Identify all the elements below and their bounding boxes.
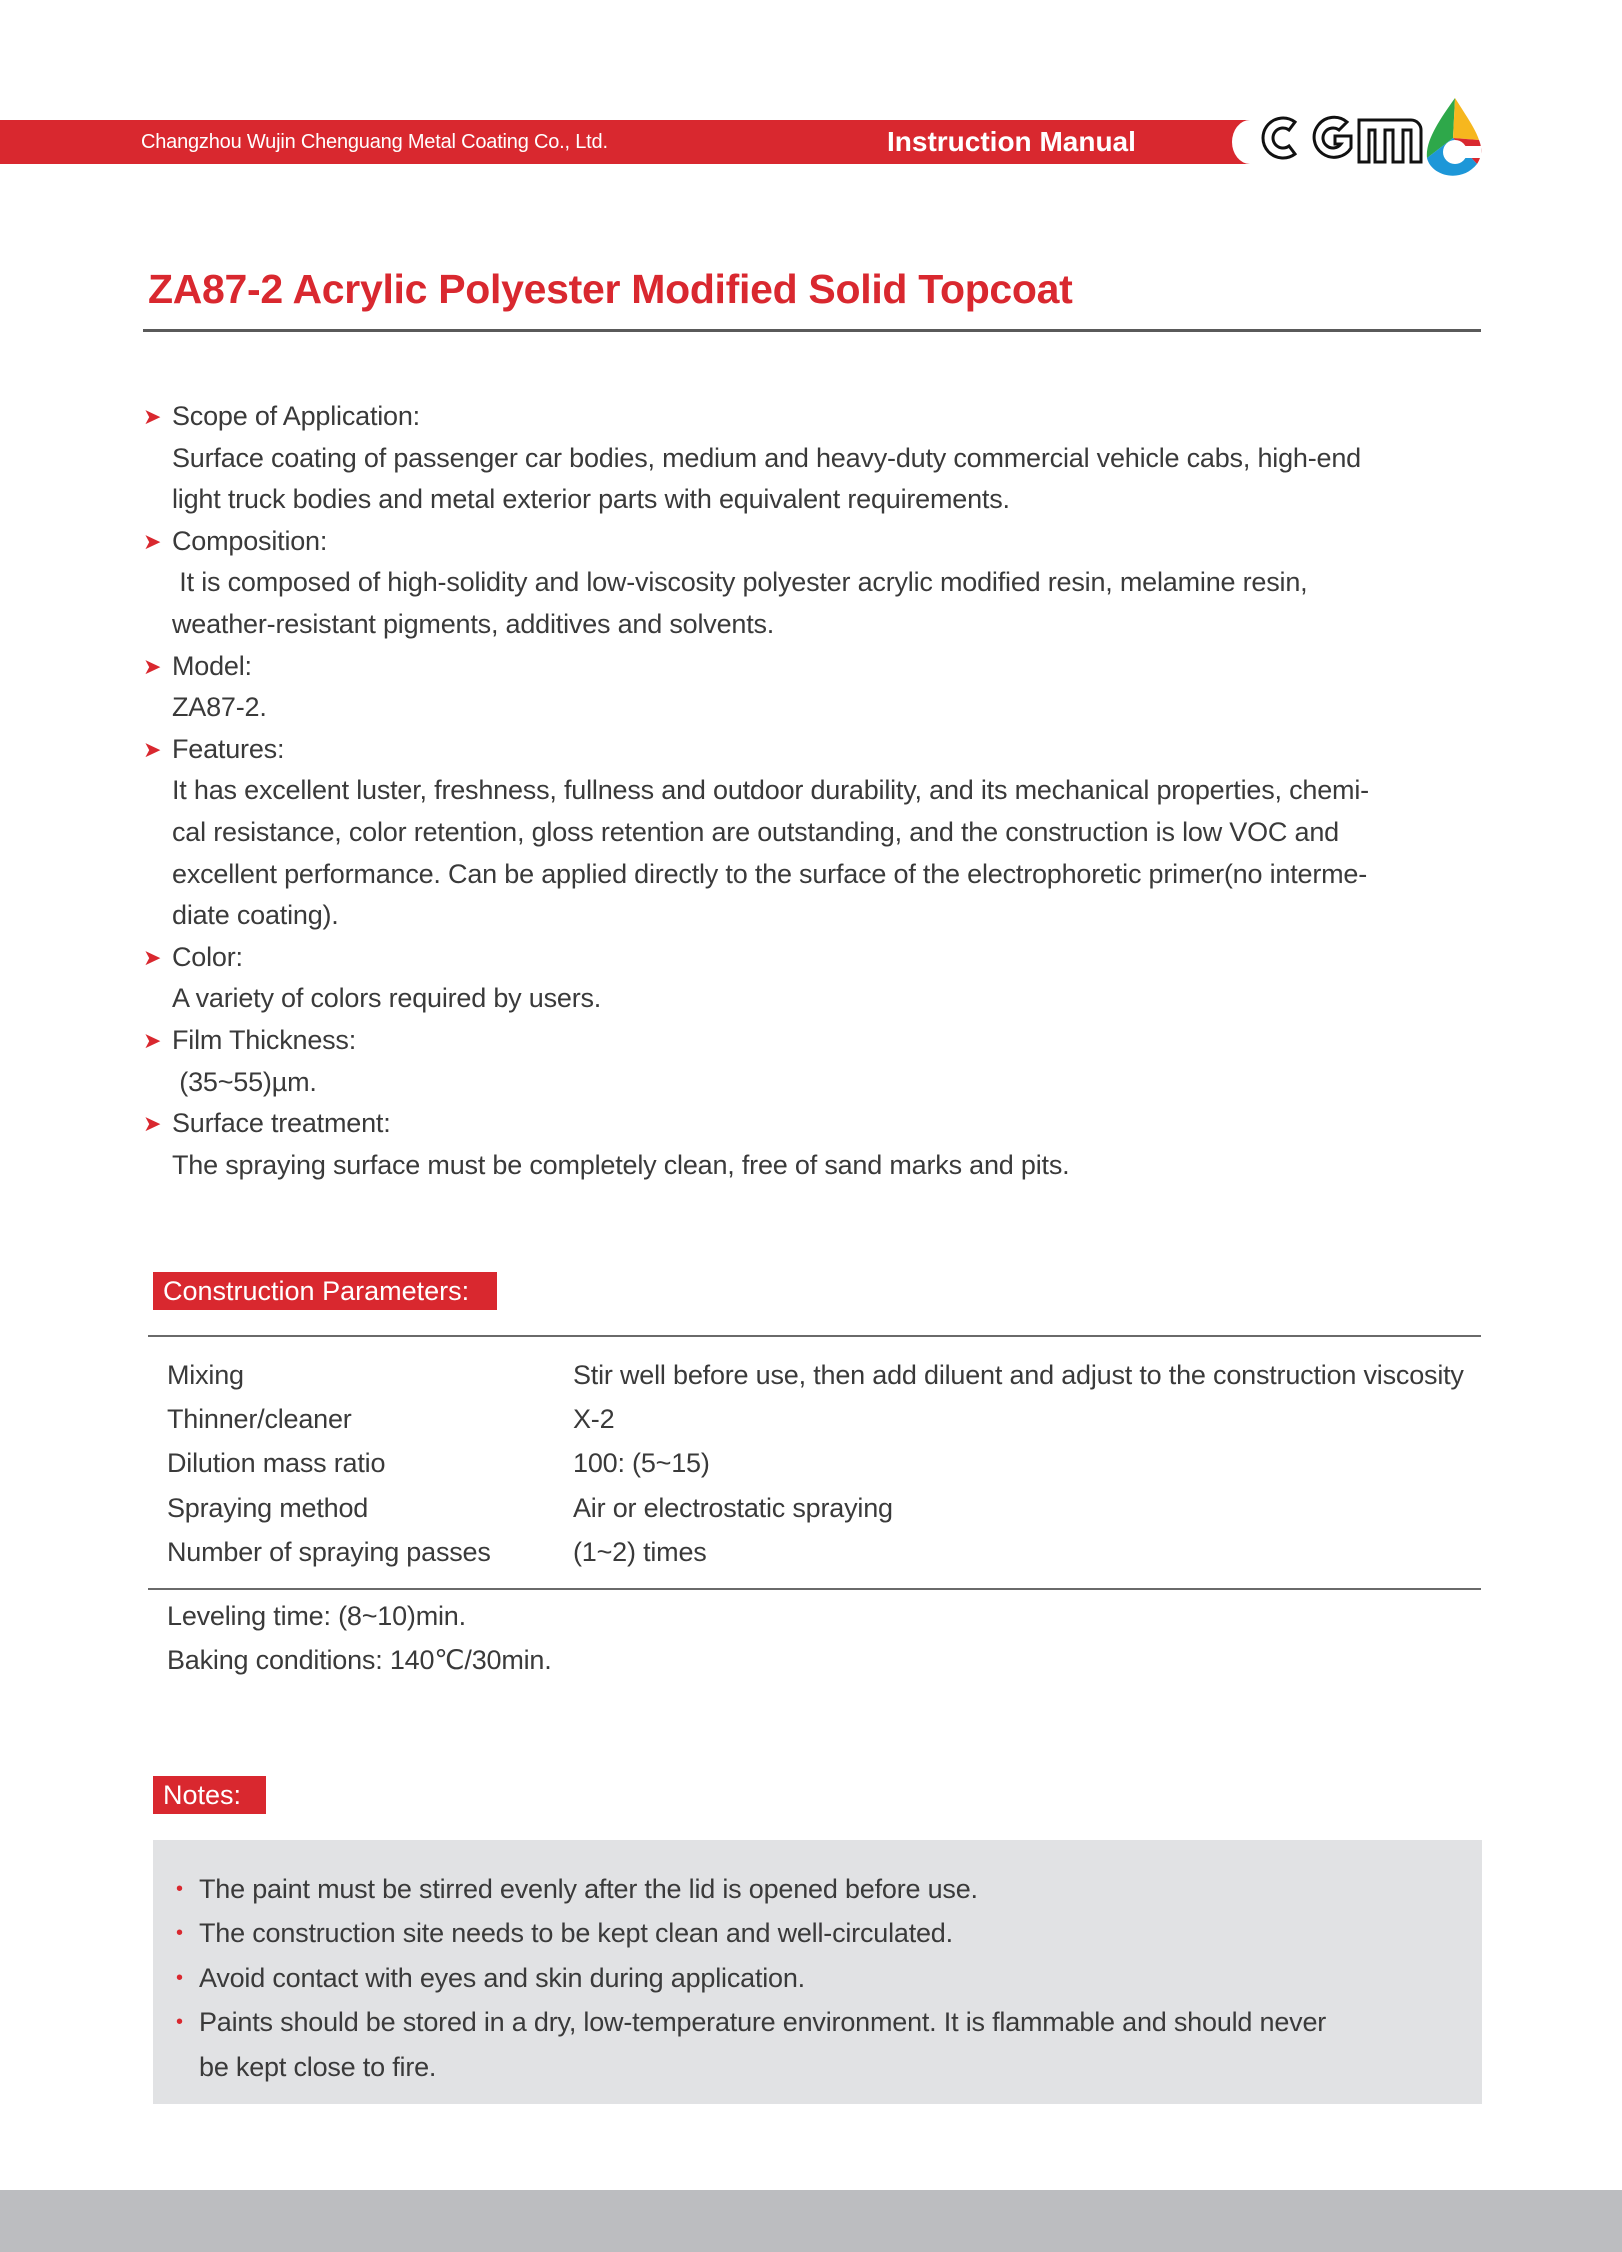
section-text: The spraying surface must be completely clean, free of sand marks and pits. xyxy=(172,1149,1070,1180)
table-top-rule xyxy=(148,1335,1481,1337)
note-text: The paint must be stirred evenly after the lid is opened before use. xyxy=(199,1874,978,1904)
param-key: Dilution mass ratio xyxy=(167,1448,386,1478)
note-text: Avoid contact with eyes and skin during application. xyxy=(199,1963,805,1993)
param-value: X-2 xyxy=(573,1404,615,1434)
bullet-dot-icon: • xyxy=(176,1967,183,1989)
table-row xyxy=(167,1397,1487,1441)
leveling-time: Leveling time: (8~10)min. xyxy=(167,1601,466,1631)
param-value: (1~2) times xyxy=(573,1537,707,1567)
section-heading-features xyxy=(143,729,1488,771)
arrow-bullet-icon: ➤ xyxy=(143,944,162,970)
section-heading-scope xyxy=(143,396,1488,438)
note-text: The construction site needs to be kept clean and well-circulated. xyxy=(199,1918,953,1948)
heading-text: Surface treatment: xyxy=(172,1108,391,1139)
document-type: Instruction Manual xyxy=(887,126,1136,157)
note-item xyxy=(176,1911,953,1956)
section-heading-composition xyxy=(143,521,1488,563)
heading-text: Features: xyxy=(172,733,285,764)
section-heading-color xyxy=(143,937,1488,979)
table-row xyxy=(167,1486,1487,1530)
heading-text: Color: xyxy=(172,941,243,972)
arrow-bullet-icon: ➤ xyxy=(143,653,162,679)
section-text: light truck bodies and metal exterior parts with equivalent requirements. xyxy=(172,484,1010,515)
company-name: Changzhou Wujin Chenguang Metal Coating Co., Ltd. xyxy=(141,131,608,153)
bullet-dot-icon: • xyxy=(176,1922,183,1944)
table-row xyxy=(167,1353,1487,1397)
section-heading-model xyxy=(143,646,1488,688)
section-text: It is composed of high-solidity and low-viscosity polyester acrylic modified resin, melamine resin, xyxy=(172,567,1308,598)
param-key: Number of spraying passes xyxy=(167,1537,491,1567)
baking-conditions: Baking conditions: 140℃/30min. xyxy=(167,1645,552,1675)
product-info xyxy=(143,396,1488,1186)
section-text: weather-resistant pigments, additives and solvents. xyxy=(172,608,775,639)
section-text: It has excellent luster, freshness, fullness and outdoor durability, and its mechanical properties, chemi- xyxy=(172,775,1369,806)
arrow-bullet-icon: ➤ xyxy=(143,528,162,554)
construction-parameters-label: Construction Parameters: xyxy=(153,1272,497,1310)
param-key: Spraying method xyxy=(167,1493,369,1523)
param-value: 100: (5~15) xyxy=(573,1448,710,1478)
note-item xyxy=(176,1867,978,1912)
bullet-dot-icon: • xyxy=(176,2011,183,2033)
param-value: Stir well before use, then add diluent and adjust to the construction viscosity xyxy=(573,1360,1464,1390)
page-title: ZA87-2 Acrylic Polyester Modified Solid Topcoat xyxy=(148,266,1073,312)
section-text: diate coating). xyxy=(172,900,339,931)
param-key: Mixing xyxy=(167,1360,244,1390)
note-item xyxy=(176,2000,1327,2045)
heading-text: Film Thickness: xyxy=(172,1024,357,1055)
table-bottom-rule xyxy=(148,1588,1481,1590)
footer-bar xyxy=(0,2190,1622,2252)
section-heading-surface-treatment xyxy=(143,1103,1488,1145)
title-divider xyxy=(143,329,1481,332)
table-row xyxy=(167,1441,1487,1485)
heading-text: Model: xyxy=(172,650,252,681)
section-text: A variety of colors required by users. xyxy=(172,983,602,1014)
section-text: Surface coating of passenger car bodies, medium and heavy-duty commercial vehicle cabs, high-end xyxy=(172,442,1361,473)
notes-box xyxy=(153,1840,1482,2104)
table-row xyxy=(167,1530,1487,1574)
param-key: Thinner/cleaner xyxy=(167,1404,352,1434)
section-text: (35~55)µm. xyxy=(172,1066,317,1097)
section-heading-film-thickness xyxy=(143,1020,1488,1062)
arrow-bullet-icon: ➤ xyxy=(143,1111,162,1137)
bullet-dot-icon: • xyxy=(176,1878,183,1900)
section-text: ZA87-2. xyxy=(172,692,267,723)
note-item xyxy=(176,1956,805,2001)
arrow-bullet-icon: ➤ xyxy=(143,404,162,429)
heading-text: Scope of Application: xyxy=(172,401,420,431)
arrow-bullet-icon: ➤ xyxy=(143,736,162,762)
section-text: cal resistance, color retention, gloss retention are outstanding, and the construction is low VOC and xyxy=(172,816,1339,847)
section-text: excellent performance. Can be applied directly to the surface of the electrophoretic primer(no interme- xyxy=(172,858,1368,889)
heading-text: Composition: xyxy=(172,525,328,556)
notes-label: Notes: xyxy=(153,1776,266,1814)
cgm-logo-icon xyxy=(1255,92,1487,184)
note-item-continuation: be kept close to fire. xyxy=(199,2052,437,2082)
param-value: Air or electrostatic spraying xyxy=(573,1493,893,1523)
note-text: Paints should be stored in a dry, low-temperature environment. It is flammable and should never xyxy=(199,2007,1327,2037)
cgm-logo xyxy=(1255,92,1487,184)
arrow-bullet-icon: ➤ xyxy=(143,1027,162,1053)
